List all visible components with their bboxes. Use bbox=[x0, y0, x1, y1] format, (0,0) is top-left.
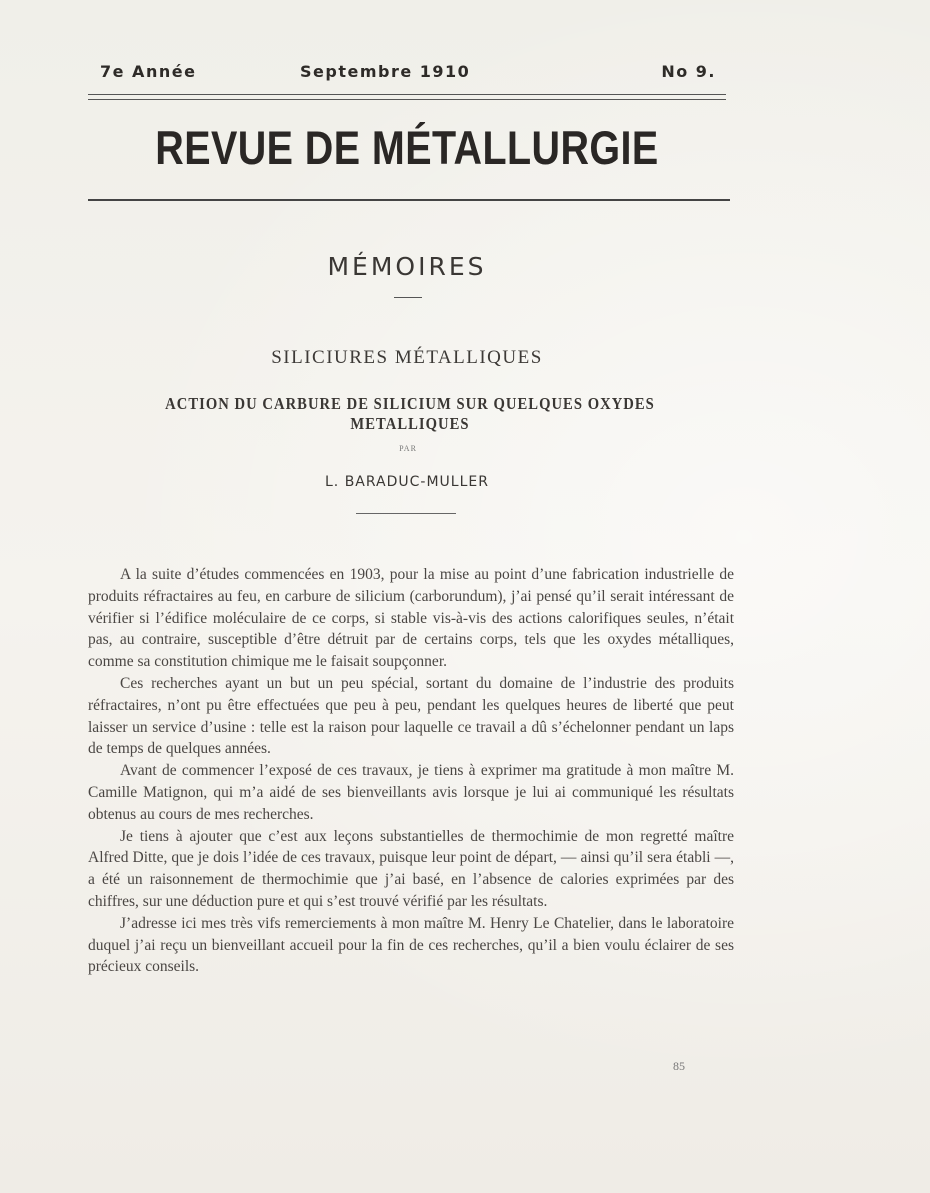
issue-number: No 9. bbox=[661, 62, 716, 81]
article-body bbox=[88, 564, 734, 978]
section-divider bbox=[394, 297, 422, 298]
journal-title: REVUE DE MÉTALLURGIE bbox=[155, 121, 659, 174]
header-rule-bottom bbox=[88, 99, 726, 100]
article-title: SILICIURES MÉTALLIQUES bbox=[271, 347, 543, 368]
title-rule bbox=[88, 199, 730, 201]
header-rule-top bbox=[88, 94, 726, 95]
page-number: 85 bbox=[673, 1059, 685, 1073]
author-divider bbox=[356, 513, 456, 514]
body-paragraph: J’adresse ici mes très vifs remerciements à mon maître M. Henry Le Chatelier, dans le laboratoire duquel j’ai reçu un bienveillant accueil pour la fin de ces recherches, qu’il a bien voulu éclairer de ses précieux conseils. bbox=[88, 914, 734, 976]
body-paragraph: A la suite d’études commencées en 1903, pour la mise au point d’une fabrication industrielle de produits réfractaires au feu, en carbure de silicium (carborundum), j’ai pensé qu’il serait intéressant de vérifier si l’édifice moléculaire de ce corps, si stable vis-à-vis des actions calorifiques seules, n’était pas, au contraire, susceptible d’être détruit par de certains corps, tels que les oxydes métalliques, comme sa constitution chimique me le faisait soupçonner. bbox=[88, 566, 734, 671]
issue-date: Septembre 1910 bbox=[300, 62, 471, 81]
article-subtitle: ACTION DU CARBURE DE SILICIUM SUR QUELQUES OXYDES METALLIQUES bbox=[165, 394, 655, 433]
section-heading: MÉMOIRES bbox=[327, 252, 487, 281]
body-paragraph: Avant de commencer l’exposé de ces travaux, je tiens à exprimer ma gratitude à mon maître M. Camille Matignon, qui m’a aidé de ses bienveillants avis lorsque je lui ai communiqué les résultats obtenus au cours de mes recherches. bbox=[88, 762, 734, 823]
running-header bbox=[100, 62, 716, 86]
body-paragraph: Je tiens à ajouter que c’est aux leçons substantielles de thermochimie de mon regretté maître Alfred Ditte, que je dois l’idée de ces travaux, puisque leur point de départ, — ainsi qu’il sera établi —, a été un raisonnement de thermochimie que j’ai basé, en l’absence de calories exprimées par des chiffres, sur une déduction pure et qui s’est trouvé vérifié par les résultats. bbox=[88, 827, 734, 910]
author-name: L. BARADUC-MULLER bbox=[325, 474, 489, 490]
volume-year: 7e Année bbox=[100, 62, 197, 81]
by-label: PAR bbox=[399, 444, 417, 453]
body-paragraph: Ces recherches ayant un but un peu spécial, sortant du domaine de l’industrie des produits réfractaires, n’ont pu être effectuées que peu à peu, pendant les quelques heures de liberté que peut laisser un service d’usine : telle est la raison pour laquelle ce travail a dû s’échelonner pendant un laps de temps de quelques années. bbox=[88, 674, 734, 758]
